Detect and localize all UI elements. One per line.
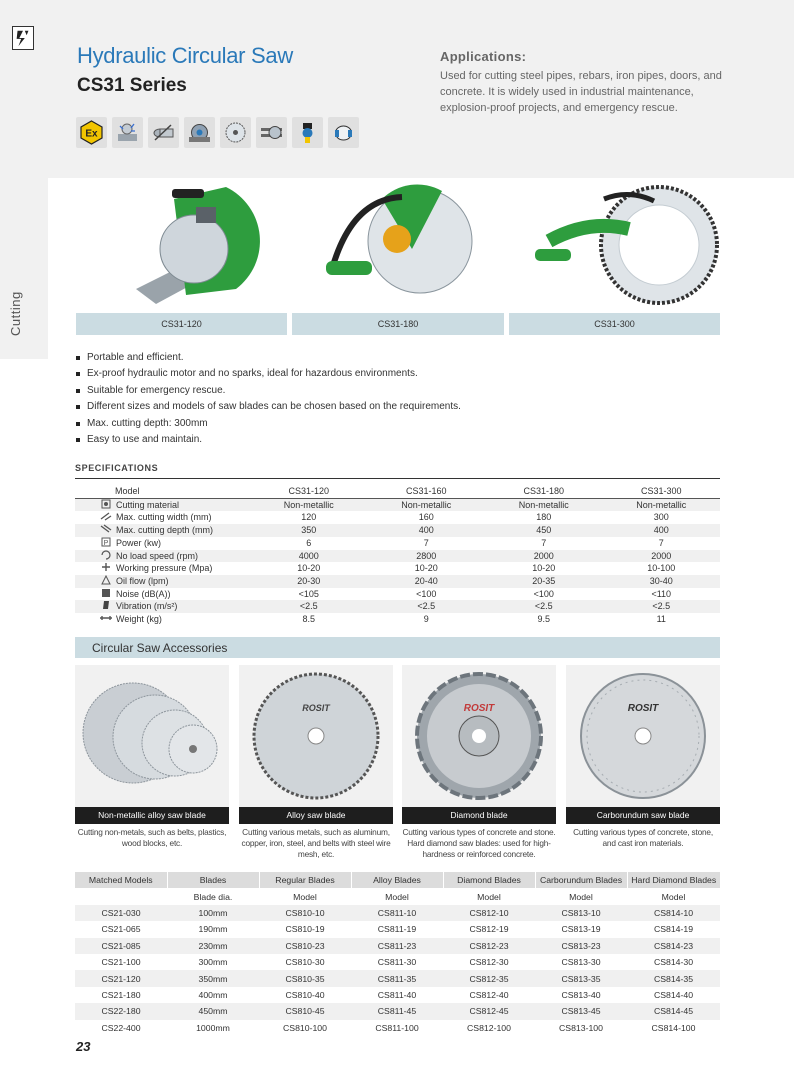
spec-row [75,600,720,613]
spec-value: 10-20 [297,563,321,574]
spec-divider [75,478,720,479]
feature-item: Ex-proof hydraulic motor and no sparks, ideal for hazardous environments. [76,366,461,382]
spec-row [75,524,720,537]
spec-value: 30-40 [649,575,673,586]
accessory-card [75,665,229,849]
saw-blade-icon [220,117,251,148]
applications-title: Applications: [440,49,527,64]
table-cell: CS810-40 [285,989,325,1000]
table-cell: CS810-10 [259,905,351,921]
blades-header: Diamond Blades [443,872,535,888]
spec-value: 300 [653,512,669,523]
spec-value: 20-30 [297,575,321,586]
table-cell: CS21-085 [75,938,167,954]
vibration-icon [99,600,113,610]
accessory-caption: Diamond blade [402,807,556,824]
saw-product-image [292,179,504,313]
spec-model: CS31-180 [485,485,603,498]
blades-header: Blades [167,872,259,888]
spec-value: 7 [658,537,664,548]
non-metallic-blades-image [75,665,229,807]
width-icon [99,511,113,521]
table-cell: CS814-35 [627,970,720,986]
pressure-icon [99,562,113,572]
spec-row [75,562,720,575]
product-photo-cs31-300 [509,179,720,335]
spec-value: <2.5 [417,601,436,612]
table-cell: CS21-065 [101,924,141,935]
table-cell: 400mm [198,989,228,1000]
product-caption: CS31-180 [292,313,504,335]
spec-value: <105 [298,588,319,599]
series-subtitle: CS31 Series [77,75,187,96]
spec-row [75,550,720,563]
spec-row [75,537,720,550]
spec-value: 10-20 [532,563,556,574]
blades-header-row [75,872,720,888]
accessory-description: Cutting various metals, such as aluminum, copper, iron, steel, and belts with steel wire mesh, etc. [241,827,391,859]
spec-label: Vibration (m/s²) [116,601,178,612]
table-cell: CS21-180 [101,989,141,1000]
table-cell: CS811-10 [351,905,443,921]
page-number: 23 [76,1039,91,1054]
table-cell: 230mm [167,938,259,954]
table-cell: CS812-35 [443,970,535,986]
spec-value: <2.5 [652,601,671,612]
spec-value: 2800 [416,550,437,561]
table-cell: CS814-30 [653,957,694,968]
spec-label: No load speed (rpm) [116,550,199,561]
accessory-description: Cutting various types of concrete and stone. Hard diamond saw blades: used for high-hardness or reinforced concrete. [402,827,556,859]
blades-subheader: Blade dia. [193,891,233,902]
table-cell: CS813-30 [561,957,601,968]
spec-label: Cutting material [116,499,180,510]
spec-value: 9.5 [537,614,550,625]
table-cell: CS810-19 [285,924,325,935]
table-cell: CS22-180 [75,1003,167,1019]
depth-icon [99,524,113,534]
feature-list [76,350,461,448]
blades-header: Alloy Blades [351,872,443,888]
table-cell: CS812-19 [469,924,509,935]
spec-value: <110 [651,588,672,599]
table-cell: CS814-100 [651,1022,696,1033]
application-icons [76,117,359,148]
spec-value: 180 [536,512,552,523]
table-cell: 100mm [167,905,259,921]
spec-row [75,613,720,626]
blade-brand-text: ROSIT [463,703,495,714]
table-cell: CS21-100 [101,957,141,968]
carborundum-blade-image [566,665,720,807]
feature-item: Easy to use and maintain. [76,432,461,448]
table-cell: CS22-400 [101,1022,141,1033]
noise-icon [99,588,113,598]
table-cell: CS811-45 [351,1003,443,1019]
section-side-label: Cutting [8,291,23,336]
blades-table [75,872,720,1036]
concrete-cutting-icon [184,117,215,148]
spec-row [75,575,720,588]
table-cell: CS810-35 [259,970,351,986]
blade-brand-text: ROSIT [627,703,659,714]
material-icon [99,499,113,509]
spec-value: 6 [306,537,312,548]
spec-value: 20-40 [414,575,438,586]
blades-subheader [75,888,167,904]
saw-product-image [76,179,287,313]
table-cell: CS814-23 [627,938,720,954]
spec-value: 20-35 [532,575,556,586]
table-cell: CS813-40 [561,989,601,1000]
spec-value: 4000 [298,550,319,561]
accessory-description: Cutting non-metals, such as belts, plastics, wood blocks, etc. [77,827,227,848]
spec-value: Non-metallic [401,499,452,510]
spec-value: <100 [533,588,554,599]
spec-value: Non-metallic [518,499,569,510]
table-row [75,987,720,1003]
spec-value: 7 [541,537,547,548]
table-cell: CS810-100 [283,1022,327,1033]
blades-subheader-row [75,888,720,904]
table-cell: CS814-40 [653,989,694,1000]
spec-value: <2.5 [299,601,318,612]
feature-item: Suitable for emergency rescue. [76,383,461,399]
spec-header-row [75,485,720,498]
ex-proof-icon [76,117,107,148]
spec-row [75,511,720,524]
feature-item: Portable and efficient. [76,350,461,366]
table-row [75,921,720,937]
spec-model-label: Model [115,486,140,496]
table-cell: CS813-23 [535,938,627,954]
spec-label: Oil flow (lpm) [116,575,169,586]
accessory-card [239,665,393,859]
table-cell: CS813-19 [561,924,601,935]
blades-header: Matched Models [75,872,167,888]
spec-value: 2000 [533,550,554,561]
table-cell: CS811-100 [375,1022,419,1033]
accessory-card [402,665,556,859]
table-cell: CS812-100 [467,1022,511,1033]
spec-value: 160 [418,512,434,523]
table-cell: CS810-45 [259,1003,351,1019]
table-cell: CS813-100 [559,1022,603,1033]
table-cell: CS812-23 [443,938,535,954]
spec-model: CS31-160 [368,485,486,498]
spec-value: 9 [423,614,429,625]
table-cell: CS811-19 [377,924,417,935]
spec-value: 10-20 [414,563,438,574]
blades-header: Regular Blades [259,872,351,888]
spec-label: Weight (kg) [116,614,162,625]
accessory-card [566,665,720,849]
specifications-table [75,485,720,626]
specifications-heading: SPECIFICATIONS [75,463,159,473]
blades-subheader: Model [293,891,317,902]
photo-band-background [48,163,794,178]
fire-rescue-icon [292,117,323,148]
table-cell: 190mm [198,924,228,935]
accessories-title: Circular Saw Accessories [92,641,228,655]
spec-value: Non-metallic [283,499,334,510]
spec-label: Power (kw) [116,537,162,548]
table-cell: CS21-120 [75,970,167,986]
svg-text:P: P [103,539,109,547]
table-cell: CS812-10 [443,905,535,921]
blades-subheader: Model [569,891,593,902]
brand-logo [12,26,34,50]
table-cell: CS811-40 [377,989,417,1000]
spec-label: Noise (dB(A)) [116,588,171,599]
table-row [75,905,720,921]
table-cell: CS812-40 [469,989,509,1000]
product-photo-cs31-120 [76,179,287,335]
spec-model: CS31-300 [603,485,721,498]
table-row [75,1003,720,1019]
table-cell: CS811-30 [377,957,417,968]
table-cell: CS814-19 [653,924,694,935]
rebar-cutting-icon [256,117,287,148]
table-cell: 300mm [198,957,228,968]
table-cell: CS814-10 [627,905,720,921]
product-caption: CS31-300 [509,313,720,335]
spec-row [75,588,720,601]
table-row [75,1020,720,1036]
table-cell: CS811-35 [351,970,443,986]
weight-icon [99,613,113,623]
spec-row [75,498,720,511]
accessory-caption: Alloy saw blade [239,807,393,824]
feature-item: Max. cutting depth: 300mm [76,416,461,432]
table-cell: CS811-23 [351,938,443,954]
blades-header: Carborundum Blades [535,872,627,888]
accessory-caption: Non-metallic alloy saw blade [75,807,229,824]
spec-label: Max. cutting width (mm) [116,512,212,523]
feature-item: Different sizes and models of saw blades can be chosen based on the requirements. [76,399,461,415]
blades-subheader: Model [385,891,409,902]
table-row [75,938,720,954]
spec-model: CS31-120 [250,485,368,498]
saw-product-image [509,179,720,313]
spec-value: 450 [536,525,552,536]
respirator-icon [328,117,359,148]
table-cell: 1000mm [196,1022,230,1033]
table-cell: CS812-30 [469,957,509,968]
spec-value: 400 [653,525,669,536]
spec-value: <100 [416,588,437,599]
table-cell: CS810-23 [259,938,351,954]
applications-text: Used for cutting steel pipes, rebars, iron pipes, doors, and concrete. It is widely used in industrial maintenance, explosion-proof projects, and emergency rescue. [440,70,722,114]
table-row [75,970,720,986]
table-cell: 350mm [167,970,259,986]
alloy-blade-image [239,665,393,807]
table-cell: 450mm [167,1003,259,1019]
table-cell: CS813-10 [535,905,627,921]
blades-header: Hard Diamond Blades [627,872,720,888]
table-cell: CS813-45 [535,1003,627,1019]
accessory-description: Cutting various types of concrete, stone, and cast iron materials. [573,827,713,848]
spec-value: 10-100 [647,563,676,574]
speed-icon [99,550,113,560]
spec-label: Working pressure (Mpa) [116,563,213,574]
table-cell: CS812-45 [443,1003,535,1019]
pipe-cutting-icon [148,117,179,148]
spec-value: 2000 [651,550,672,561]
spec-value: 11 [656,614,666,625]
spec-value: 8.5 [302,614,315,625]
product-photo-cs31-180 [292,179,504,335]
spec-value: 120 [301,512,317,523]
product-caption: CS31-120 [76,313,287,335]
oil-flow-icon [99,575,113,585]
page-title: Hydraulic Circular Saw [77,43,293,68]
table-cell: CS813-35 [535,970,627,986]
table-cell: CS21-030 [75,905,167,921]
spec-value: Non-metallic [636,499,687,510]
spec-label: Max. cutting depth (mm) [116,525,214,536]
power-icon [99,537,113,547]
table-cell: CS814-45 [627,1003,720,1019]
spec-value: 400 [418,525,434,536]
blades-subheader: Model [477,891,501,902]
accessory-caption: Carborundum saw blade [566,807,720,824]
spec-value: 7 [423,537,429,548]
blade-brand-text: ROSIT [302,703,330,713]
table-cell: CS810-30 [285,957,325,968]
diamond-blade-image [402,665,556,807]
table-row [75,954,720,970]
spec-value: 350 [301,525,317,536]
svg-text:Ex: Ex [85,128,98,140]
spark-cutting-icon [112,117,143,148]
blades-subheader: Model [661,891,686,902]
spec-value: <2.5 [534,601,553,612]
